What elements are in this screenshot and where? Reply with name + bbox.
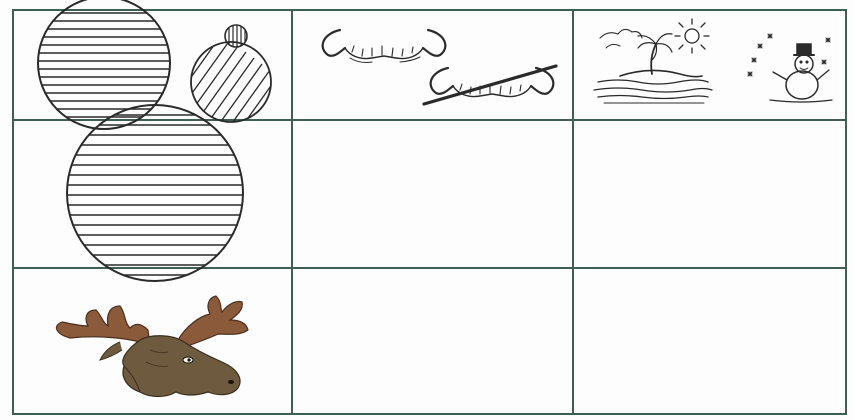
crossed-out-horns-icon — [424, 66, 556, 104]
large-striped-circle-icon — [60, 105, 250, 281]
moose-head — [123, 336, 240, 397]
snowman-icon — [748, 34, 832, 102]
large-striped-circle-icon — [30, 0, 180, 129]
cell-r3c1 — [56, 296, 248, 397]
cross-out-line — [424, 66, 556, 104]
snowman-hat — [797, 44, 811, 55]
horns-icon — [323, 30, 446, 63]
cell-r1c3 — [594, 19, 832, 103]
left-antler — [56, 306, 150, 345]
cell-r1c2 — [323, 30, 556, 104]
tropical-island-icon — [594, 19, 712, 103]
moose-nostril — [228, 380, 234, 384]
medium-striped-circle-icon — [156, 22, 286, 152]
sun-icon — [685, 29, 699, 43]
moose-head-icon — [56, 296, 248, 397]
right-antler — [178, 296, 248, 346]
cell-r2c1 — [60, 105, 250, 281]
cell-r1c1 — [30, 0, 286, 152]
